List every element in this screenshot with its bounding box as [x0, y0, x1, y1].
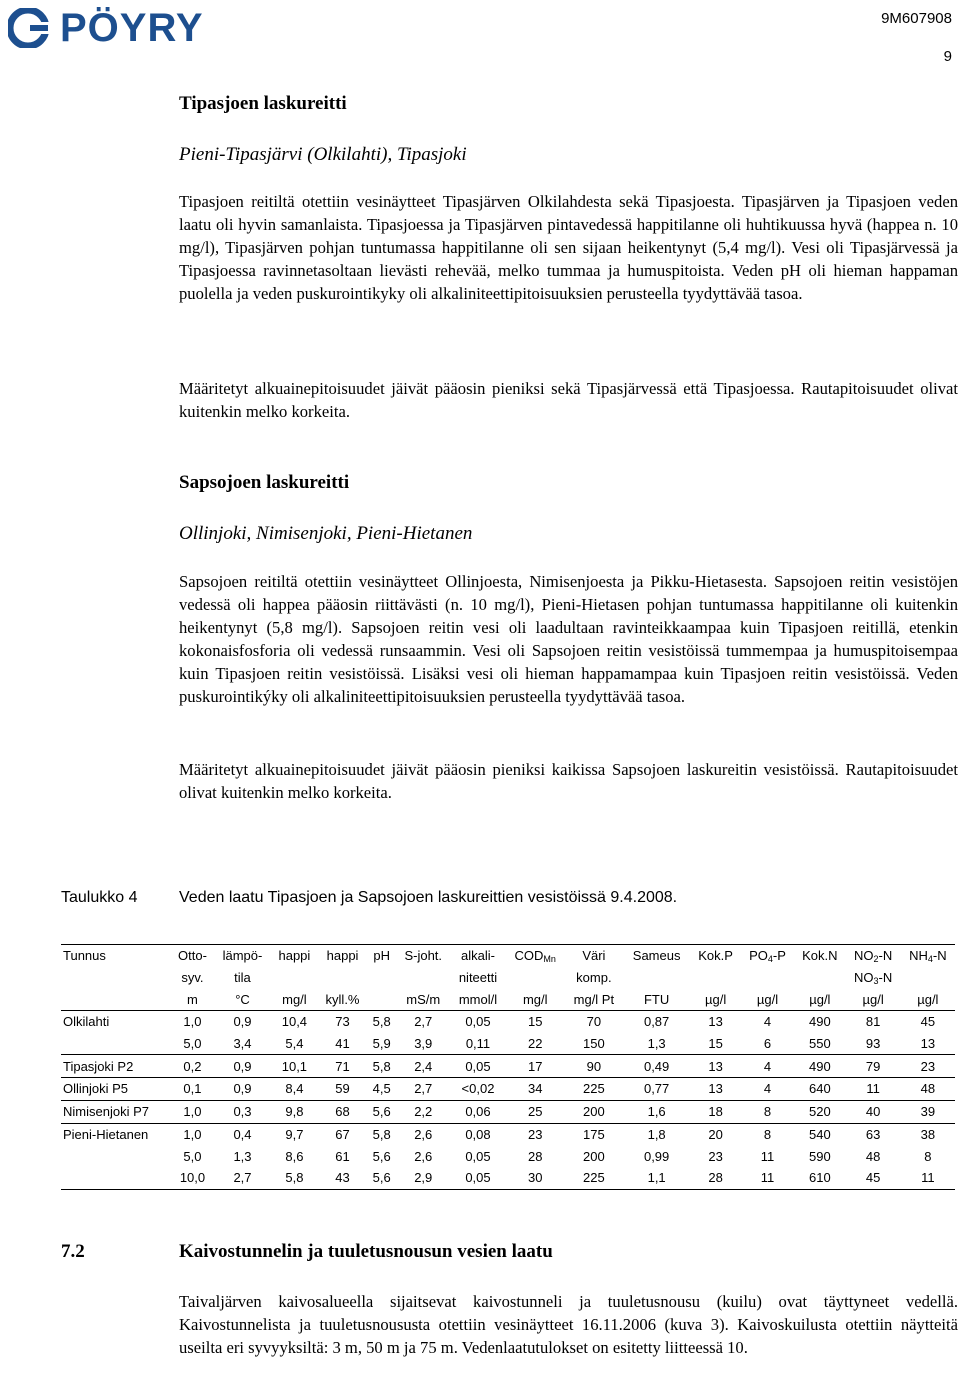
header-cell [61, 967, 171, 989]
paragraph-sapsojoki-1: Sapsojoen reitiltä otettiin vesinäytteet Ollinjoesta, Nimisenjoesta ja Pikku-Hietasesta. Sapsojoen reitin vesistöjen vedessä oli happea pääosin riittävästi (n. 10 mg/l), Pieni-Hietasen pohjan tuntumassa happitilanne oli kuitenkin heikentynyt (5,8 mg/l). Sapsojoen reitin vesi oli laadultaan ravinteikkaampaa kuin Tipasjoen reitillä, etenkin kokonaisfosforia oli vedessä runsaammin. Vesi oli Sapsojoen reitin vesistöissä tummempaa ja humuspitoisempaa kuin Tipasjoen reitin vesistöissä. Lisäksi vesi oli hieman happamampaa kuin Tipasjoen reitin vesistöissä. Veden puskurointikýky oli alkaliniteettipitoisuuksien perusteella tyydyttävää tasoa. [179, 572, 958, 706]
table-cell: 34 [506, 1078, 565, 1101]
table-cell: 11 [846, 1078, 901, 1101]
table-cell: 8,4 [271, 1078, 318, 1101]
header-cell [741, 967, 794, 989]
header-cell: Tunnus [61, 945, 171, 967]
site-name-cell: Olkilahti [63, 1014, 110, 1030]
unit-cell: kyll.% [318, 988, 368, 1010]
header-cell: $NH_4-N$ [901, 945, 955, 967]
table-cell: 25 [506, 1100, 565, 1123]
unit-cell: µg/l [741, 988, 794, 1010]
table-cell: 5,8 [367, 1055, 396, 1078]
header-cell [794, 967, 845, 989]
header-cell: Väri [565, 945, 623, 967]
table-cell: 590 [808, 1148, 831, 1164]
table-cell: 0,05 [450, 1055, 505, 1078]
table-cell: 1,0 [183, 1014, 202, 1030]
header-cell: syv. [181, 970, 204, 986]
table-cell: 23 [901, 1055, 955, 1078]
section-subheading-sapsojoki: Ollinjoki, Nimisenjoki, Pieni-Hietanen [179, 523, 473, 544]
table-caption-label: Taulukko 4 [61, 889, 138, 906]
header-cell: happi [271, 945, 318, 967]
table-cell: 0,2 [171, 1055, 214, 1078]
table-cell: 73 [335, 1014, 350, 1030]
header-cell [623, 967, 690, 989]
unit-cell: µg/l [901, 988, 955, 1010]
table-cell: 640 [794, 1078, 845, 1101]
logo-text: PÖYRY [60, 5, 204, 50]
table-cell: 225 [565, 1078, 623, 1101]
table-cell: 0,08 [450, 1123, 505, 1145]
paragraph-tipasjoki-2: Määritetyt alkuainepitoisuudet jäivät pääosin pieniksi sekä Tipasjärvessä että Tipasjoessa. Rautapitoisuudet olivat kuitenkin melko korkeita. [179, 379, 958, 421]
table-cell: 5,8 [372, 1014, 391, 1030]
table-cell: 5,4 [285, 1036, 304, 1052]
table-cell: 0,9 [233, 1014, 252, 1030]
header-cell: lämpö- [214, 945, 271, 967]
header-cell: Otto- [171, 945, 214, 967]
table-row [61, 1123, 955, 1145]
table-cell: 550 [808, 1036, 831, 1052]
table-cell: 0,05 [465, 1014, 491, 1030]
table-cell: 1,0 [171, 1100, 214, 1123]
table-cell: 67 [318, 1123, 368, 1145]
table-cell: 70 [586, 1014, 602, 1030]
unit-cell: °C [214, 988, 271, 1010]
table-cell: 1,1 [623, 1167, 690, 1189]
unit-cell: µg/l [794, 988, 845, 1010]
header-cell: Kok.P [690, 945, 740, 967]
table-cell: 90 [565, 1055, 623, 1078]
table-cell: 5,0 [183, 1036, 202, 1052]
site-name-cell [61, 1167, 171, 1189]
table-cell: 2,6 [396, 1123, 450, 1145]
table-cell: 10,4 [281, 1014, 308, 1030]
water-quality-table [61, 944, 955, 1190]
header-cell [367, 967, 396, 989]
table-cell: 5,9 [372, 1036, 391, 1052]
table-cell: 63 [846, 1123, 901, 1145]
table-cell: 61 [335, 1148, 350, 1164]
table-cell: 71 [318, 1055, 368, 1078]
table-cell: 225 [565, 1167, 623, 1189]
table-cell: 2,7 [214, 1167, 271, 1189]
unit-cell: µg/l [690, 988, 740, 1010]
table-cell: 5,0 [183, 1148, 202, 1164]
section-subheading-tipasjoki: Pieni-Tipasjärvi (Olkilahti), Tipasjoki [179, 144, 467, 165]
header-cell: pH [367, 945, 396, 967]
unit-cell: FTU [623, 988, 690, 1010]
site-name-cell [61, 1033, 171, 1055]
site-name-cell: Tipasjoki P2 [61, 1055, 171, 1078]
table-cell: 520 [794, 1100, 845, 1123]
table-cell: 0,1 [171, 1078, 214, 1101]
unit-cell: mg/l [506, 988, 565, 1010]
table-cell: 18 [690, 1100, 740, 1123]
table-cell: 9,7 [271, 1123, 318, 1145]
table-cell: 3,9 [414, 1036, 433, 1052]
header-cell [901, 967, 955, 989]
table-cell: 13 [708, 1014, 723, 1030]
table-cell: 1,3 [233, 1148, 252, 1164]
table-cell: 2,7 [414, 1014, 433, 1030]
unit-cell [61, 988, 171, 1010]
table-row [61, 1011, 955, 1033]
header-cell: S-joht. [396, 945, 450, 967]
table-cell: 4,5 [367, 1078, 396, 1101]
header-cell [506, 967, 565, 989]
table-cell: 2,6 [414, 1148, 433, 1164]
table-cell: 11 [901, 1167, 955, 1189]
header-cell [690, 967, 740, 989]
table-row [61, 1145, 955, 1167]
site-name-cell: Pieni-Hietanen [61, 1123, 171, 1145]
paragraph-kaivostunneli: Taivaljärven kaivosalueella sijaitsevat kaivostunneli ja tuuletusnousu (kuilu) ovat täyttyneet vedellä. Kaivostunnelista ja tuuletusnoususta otettiin vesinäytteet 16.11.2006 (kuva 3). Kaivoskuilusta otettiin näytteitä useilta eri syvyyksiltä: 3 m, 50 m ja 75 m. Vedenlaatutulokset on esitetty liitteessä 10. [179, 1292, 958, 1357]
header-cell: $NO_2-N$ [846, 945, 901, 967]
header-cell: $PO_4-P$ [741, 945, 794, 967]
table-cell: 1,6 [623, 1100, 690, 1123]
site-name-cell [61, 1145, 171, 1167]
section-heading-tipasjoki: Tipasjoen laskureitti [179, 93, 347, 114]
table-cell: 0,3 [214, 1100, 271, 1123]
table-row [61, 1167, 955, 1189]
header-cell [318, 967, 368, 989]
table-cell: 43 [318, 1167, 368, 1189]
company-logo [8, 6, 204, 50]
table-cell: 3,4 [233, 1036, 252, 1052]
table-cell: 8 [924, 1148, 932, 1164]
section-number: 7.2 [61, 1241, 85, 1262]
table-cell: 200 [583, 1148, 605, 1164]
table-row [61, 1055, 955, 1078]
logo-mark-icon [8, 8, 54, 48]
table-cell: 13 [920, 1036, 936, 1052]
table-cell: 9,8 [271, 1100, 318, 1123]
table-cell: 175 [565, 1123, 623, 1145]
table-cell: 5,6 [367, 1167, 396, 1189]
table-cell: 490 [794, 1055, 845, 1078]
header-cell [396, 967, 450, 989]
unit-cell: mg/l Pt [565, 988, 623, 1010]
unit-cell: mg/l [271, 988, 318, 1010]
table-cell: 5,6 [367, 1100, 396, 1123]
table-cell: 48 [901, 1078, 955, 1101]
table-cell: 10,0 [171, 1167, 214, 1189]
header-cell: alkali- [450, 945, 505, 967]
table-cell: 17 [506, 1055, 565, 1078]
header-cell [271, 967, 318, 989]
table-cell: 11 [760, 1148, 775, 1164]
table-cell: 6 [763, 1036, 772, 1052]
table-cell: 59 [318, 1078, 368, 1101]
table-cell: 23 [506, 1123, 565, 1145]
unit-cell: m [171, 988, 214, 1010]
table-cell: 2,2 [396, 1100, 450, 1123]
page-number: 9 [943, 48, 952, 65]
table-cell: 0,87 [643, 1014, 670, 1030]
table-cell: 45 [846, 1167, 901, 1189]
site-name-cell: Nimisenjoki P7 [61, 1100, 171, 1123]
table-cell: 1,0 [171, 1123, 214, 1145]
table-cell: 13 [690, 1055, 740, 1078]
table-cell: 540 [794, 1123, 845, 1145]
unit-cell: mS/m [396, 988, 450, 1010]
header-cell: niteetti [458, 970, 498, 986]
table-units-row [61, 988, 955, 1010]
table-cell: 79 [846, 1055, 901, 1078]
header-cell: $NO_3-N$ [853, 969, 893, 986]
table-cell: 150 [583, 1036, 605, 1052]
table-cell: 81 [865, 1014, 881, 1030]
table-row [61, 1033, 955, 1055]
table-cell: 8 [741, 1100, 794, 1123]
header-cell: Kok.N [794, 945, 845, 967]
table-cell: 0,05 [450, 1167, 505, 1189]
table-cell: 28 [690, 1167, 740, 1189]
table-cell: 0,77 [623, 1078, 690, 1101]
table-row [61, 1078, 955, 1101]
table-cell: 41 [335, 1036, 350, 1052]
table-cell: 0,99 [643, 1148, 670, 1164]
table-cell: 4 [741, 1055, 794, 1078]
table-cell: 5,6 [372, 1148, 391, 1164]
paragraph-sapsojoki-2: Määritetyt alkuainepitoisuudet jäivät pääosin pieniksi kaikissa Sapsojoen laskureitin vesistöissä. Rautapitoisuudet olivat kuitenkin melko korkeita. [179, 760, 958, 802]
table-body [61, 1011, 955, 1190]
table-cell: 0,49 [623, 1055, 690, 1078]
table-cell: 1,3 [647, 1036, 666, 1052]
table-cell: 15 [708, 1036, 723, 1052]
table-header-row [61, 967, 955, 989]
table-cell: 23 [708, 1148, 723, 1164]
header-cell: Sameus [623, 945, 690, 967]
table-cell: 40 [846, 1100, 901, 1123]
unit-cell: µg/l [846, 988, 901, 1010]
table-cell: <0,02 [450, 1078, 505, 1101]
table-cell: 13 [690, 1078, 740, 1101]
table-cell: 39 [901, 1100, 955, 1123]
table-cell: 8 [741, 1123, 794, 1145]
table-cell: 0,06 [450, 1100, 505, 1123]
table-header-row [61, 945, 955, 967]
section-heading-sapsojoki: Sapsojoen laskureitti [179, 472, 350, 493]
table-cell: 610 [794, 1167, 845, 1189]
table-cell: 200 [565, 1100, 623, 1123]
paragraph-tipasjoki-1: Tipasjoen reitiltä otettiin vesinäytteet Tipasjärven Olkilahdesta sekä Tipasjoesta. Tipasjärven ja Tipasjoen veden laatu oli hyvin samanlaista. Tipasjoessa ja Tipasjärven pintavedessä happitilanne oli huhtikuussa hyvä (happea n. 10 mg/l), Tipasjärven pohjan tuntumassa happitilanne oli sen sijaan heikentynyt (5,4 mg/l). Vesi oli Tipasjärvessä ja Tipasjoessa ravinnetasoltaan lievästi rehevää, melko tummaa ja humuspitoista. Veden pH oli hieman happaman puolella ja veden puskurointikyky oli alkaliniteettipitoisuuksien perusteella tyydyttävää tasoa. [179, 192, 958, 303]
table-cell: 4 [763, 1014, 772, 1030]
table-cell: 2,4 [396, 1055, 450, 1078]
table-cell: 0,9 [214, 1078, 271, 1101]
table-row [61, 1100, 955, 1123]
header-cell: $COD_{Mn}$ [506, 945, 565, 967]
table-cell: 0,4 [214, 1123, 271, 1145]
unit-cell [367, 988, 396, 1010]
header-cell: komp. [576, 970, 612, 986]
table-caption-text: Veden laatu Tipasjoen ja Sapsojoen laskureittien vesistöissä 9.4.2008. [179, 889, 678, 906]
table-cell: 1,8 [623, 1123, 690, 1145]
table-cell: 11 [741, 1167, 794, 1189]
table-cell: 20 [690, 1123, 740, 1145]
table-cell: 2,9 [396, 1167, 450, 1189]
table-cell: 4 [741, 1078, 794, 1101]
unit-cell: mmol/l [450, 988, 505, 1010]
section-heading-kaivostunneli: Kaivostunnelin ja tuuletusnousun vesien laatu [179, 1241, 553, 1262]
table-cell: 68 [318, 1100, 368, 1123]
table-cell: 30 [506, 1167, 565, 1189]
table-cell: 10,1 [271, 1055, 318, 1078]
table-cell: 5,8 [271, 1167, 318, 1189]
header-cell: tila [234, 970, 251, 986]
table-cell: 15 [527, 1014, 543, 1030]
table-cell: 45 [920, 1014, 936, 1030]
table-cell: 0,11 [465, 1036, 491, 1052]
table-cell: 490 [808, 1014, 831, 1030]
table-cell: 2,7 [396, 1078, 450, 1101]
table-cell: 22 [527, 1036, 543, 1052]
table-cell: 5,8 [367, 1123, 396, 1145]
site-name-cell: Ollinjoki P5 [61, 1078, 171, 1101]
table-cell: 48 [865, 1148, 881, 1164]
table-cell: 0,9 [214, 1055, 271, 1078]
table-cell: 8,6 [285, 1148, 304, 1164]
table-cell: 93 [865, 1036, 881, 1052]
table-cell: 0,05 [465, 1148, 491, 1164]
header-cell: happi [318, 945, 368, 967]
table-cell: 28 [527, 1148, 543, 1164]
document-number: 9M607908 [881, 10, 952, 27]
table-cell: 38 [901, 1123, 955, 1145]
